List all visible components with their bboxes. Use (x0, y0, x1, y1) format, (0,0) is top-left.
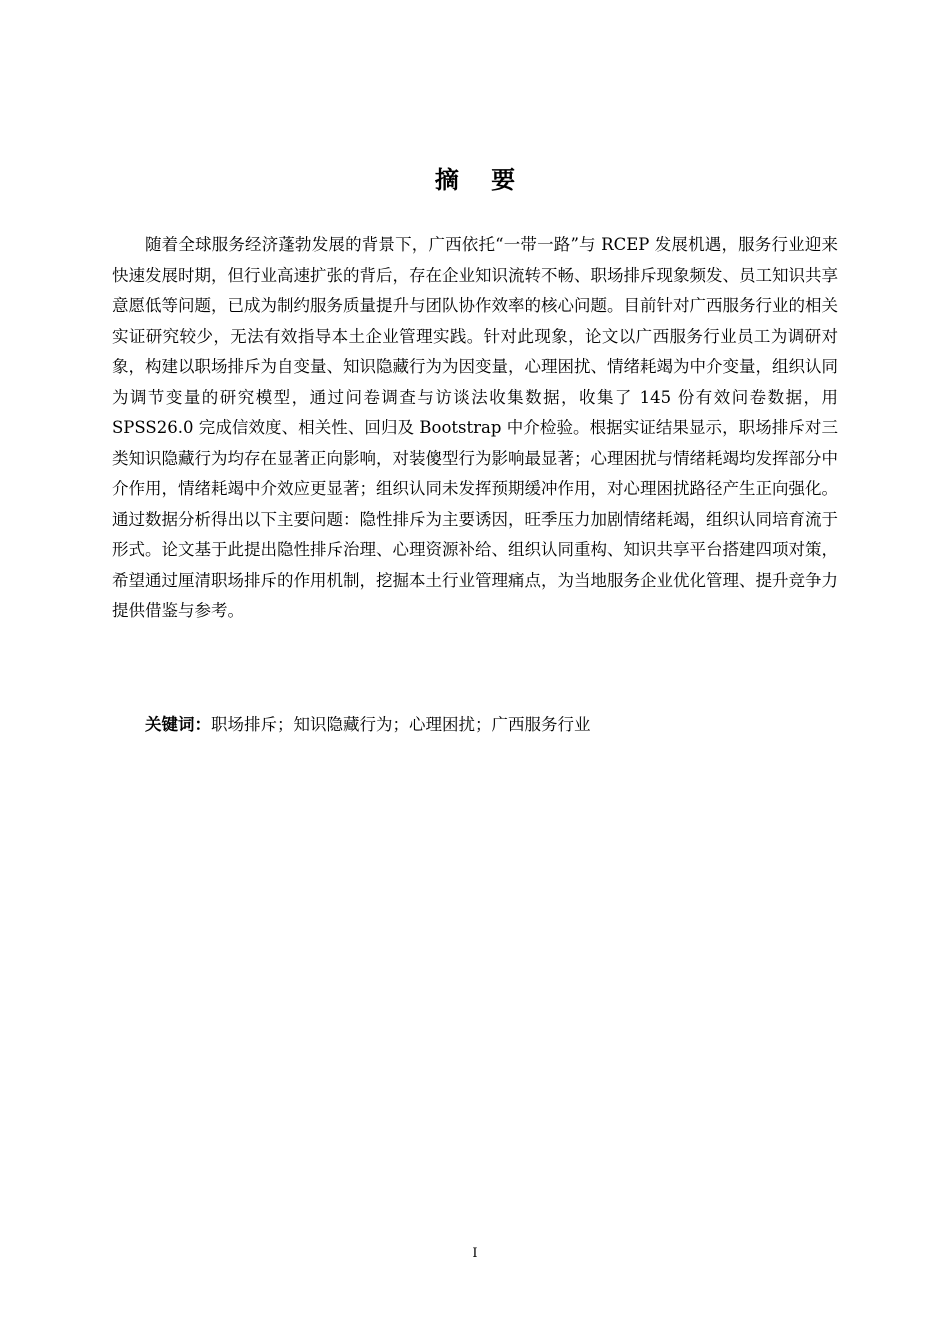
page-number: I (472, 1246, 478, 1261)
keywords-text: 职场排斥；知识隐藏行为；心理困扰；广西服务行业 (211, 715, 591, 734)
abstract-body: 随着全球服务经济蓬勃发展的背景下，广西依托“一带一路”与 RCEP 发展机遇，服务行业迎来快速发展时期，但行业高速扩张的背后，存在企业知识流转不畅、职场排斥现象频发、员工知识共享意愿低等问题，已成为制约服务质量提升与团队协作效率的核心问题。目前针对广西服务行业的相关实证研究较少，无法有效指导本土企业管理实践。针对此现象，论文以广西服务行业员工为调研对象，构建以职场排斥为自变量、知识隐藏行为为因变量，心理困扰、情绪耗竭为中介变量，组织认同为调节变量的研究模型，通过问卷调查与访谈法收集数据，收集了 145 份有效问卷数据，用 SPSS26.0 完成信效度、相关性、回归及 Bootstrap 中介检验。根据实证结果显示，职场排斥对三类知识隐藏行为均存在显著正向影响，对装傻型行为影响最显著；心理困扰与情绪耗竭均发挥部分中介作用，情绪耗竭中介效应更显著；组织认同未发挥预期缓冲作用，对心理困扰路径产生正向强化。通过数据分析得出以下主要问题：隐性排斥为主要诱因，旺季压力加剧情绪耗竭，组织认同培育流于形式。论文基于此提出隐性排斥治理、心理资源补给、组织认同重构、知识共享平台搭建四项对策，希望通过厘清职场排斥的作用机制，挖掘本土行业管理痛点，为当地服务企业优化管理、提升竞争力提供借鉴与参考。 (112, 235, 838, 620)
keywords-line (112, 710, 838, 740)
abstract-title: 摘 要 (434, 166, 528, 194)
keywords-label: 关键词： (145, 715, 211, 734)
